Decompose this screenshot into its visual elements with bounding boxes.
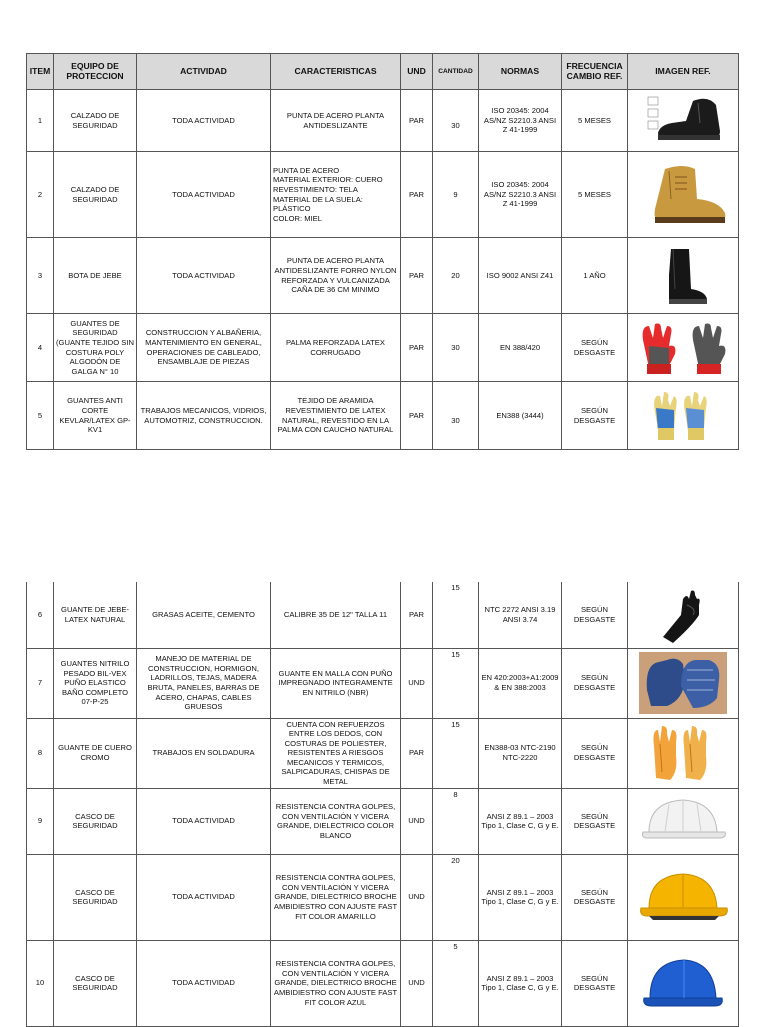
cell-item: 3 (27, 238, 54, 314)
cell-image (628, 314, 739, 382)
cell-image (628, 90, 739, 152)
honey-boot-image (635, 159, 731, 231)
cell-equipo: CASCO DE SEGURIDAD (54, 940, 137, 1026)
cell-frecuencia: SEGÚN DESGASTE (562, 854, 628, 940)
cell-normas: EN388 (3444) (479, 382, 562, 450)
cell-cantidad: 5 (433, 940, 479, 1026)
cell-cantidad: 15 (433, 718, 479, 788)
cell-item: 5 (27, 382, 54, 450)
cell-image (628, 648, 739, 718)
cell-frecuencia: SEGÚN DESGASTE (562, 314, 628, 382)
cell-actividad: TODA ACTIVIDAD (137, 854, 271, 940)
leather-gloves-image (648, 722, 718, 784)
cell-cantidad: 30 (433, 314, 479, 382)
cell-actividad: TODA ACTIVIDAD (137, 152, 271, 238)
cell-image (628, 238, 739, 314)
cell-equipo: GUANTES DE SEGURIDAD (GUANTE TEJIDO SIN COSTURA POLY ALGODÓN DE GALGA N° 10 (54, 314, 137, 382)
table-row (27, 382, 739, 450)
cell-normas: NTC 2272 ANSI 3.19 ANSI 3.74 (479, 582, 562, 648)
cell-normas: EN388-03 NTC-2190 NTC-2220 (479, 718, 562, 788)
cell-frecuencia: SEGÚN DESGASTE (562, 648, 628, 718)
cell-image (628, 382, 739, 450)
header-row (27, 54, 739, 90)
cell-und: PAR (401, 90, 433, 152)
cell-image (628, 940, 739, 1026)
cell-actividad: TODA ACTIVIDAD (137, 940, 271, 1026)
cell-und: PAR (401, 718, 433, 788)
cell-cantidad: 20 (433, 854, 479, 940)
header-equipo: EQUIPO DE PROTECCION (54, 54, 137, 90)
table-row (27, 718, 739, 788)
cell-frecuencia: SEGÚN DESGASTE (562, 582, 628, 648)
cell-equipo: CASCO DE SEGURIDAD (54, 788, 137, 854)
cell-actividad: TODA ACTIVIDAD (137, 788, 271, 854)
cell-caracteristicas: PUNTA DE ACERO PLANTA ANTIDESLIZANTE (271, 90, 401, 152)
cell-frecuencia: 5 MESES (562, 90, 628, 152)
cell-item: 1 (27, 90, 54, 152)
header-und: UND (401, 54, 433, 90)
cell-cantidad: 20 (433, 238, 479, 314)
cell-frecuencia: SEGÚN DESGASTE (562, 718, 628, 788)
cell-und: UND (401, 854, 433, 940)
ppe-table-page-1 (26, 53, 739, 450)
cell-image (628, 152, 739, 238)
cell-item: 9 (27, 788, 54, 854)
cell-und: PAR (401, 314, 433, 382)
cell-normas: ISO 9002 ANSI Z41 (479, 238, 562, 314)
cell-caracteristicas: PUNTA DE ACERO MATERIAL EXTERIOR: CUERO REVESTIMIENTO: TELA MATERIAL DE LA SUELA: PLÁSTICO COLOR: MIEL (271, 152, 401, 238)
cell-caracteristicas: RESISTENCIA CONTRA GOLPES, CON VENTILACIÓN Y VICERA GRANDE, DIELECTRICO COLOR BLANCO (271, 788, 401, 854)
rubber-boot-image (653, 245, 713, 307)
cell-und: PAR (401, 582, 433, 648)
cell-normas: ISO 20345: 2004 AS/NZ S2210.3 ANSI Z 41-1999 (479, 152, 562, 238)
nitrile-gloves-image (637, 650, 729, 716)
cell-cantidad: 15 (433, 648, 479, 718)
cell-item: 6 (27, 582, 54, 648)
header-actividad: ACTIVIDAD (137, 54, 271, 90)
cell-normas: EN 420:2003+A1:2009 & EN 388:2003 (479, 648, 562, 718)
header-item: ITEM (27, 54, 54, 90)
white-helmet-image (635, 792, 731, 850)
cell-normas: ISO 20345: 2004 AS/NZ S2210.3 ANSI Z 41-1999 (479, 90, 562, 152)
ppe-table-page-2 (26, 582, 739, 1027)
table-row (27, 582, 739, 648)
cell-actividad: TODA ACTIVIDAD (137, 90, 271, 152)
cell-caracteristicas: RESISTENCIA CONTRA GOLPES, CON VENTILACIÓN Y VICERA GRANDE, DIELECTRICO BROCHE AMBIDIESTRO CON AJUSTE FAST FIT COLOR AMARILLO (271, 854, 401, 940)
cell-item (27, 854, 54, 940)
cell-equipo: GUANTES ANTI CORTE KEVLAR/LATEX GP-KV1 (54, 382, 137, 450)
cell-und: PAR (401, 382, 433, 450)
table-row (27, 238, 739, 314)
cell-equipo: CASCO DE SEGURIDAD (54, 854, 137, 940)
cell-normas: ANSI Z 89.1 – 2003 Tipo 1, Clase C, G y E. (479, 788, 562, 854)
cell-actividad: TRABAJOS EN SOLDADURA (137, 718, 271, 788)
cell-image (628, 788, 739, 854)
cell-equipo: CALZADO DE SEGURIDAD (54, 152, 137, 238)
cell-und: UND (401, 940, 433, 1026)
cell-und: UND (401, 648, 433, 718)
cell-equipo: BOTA DE JEBE (54, 238, 137, 314)
cell-caracteristicas: PALMA REFORZADA LATEX CORRUGADO (271, 314, 401, 382)
cell-frecuencia: SEGÚN DESGASTE (562, 382, 628, 450)
cell-caracteristicas: PUNTA DE ACERO PLANTA ANTIDESLIZANTE FORRO NYLON REFORZADA Y VULCANIZADA CAÑA DE 36 CM MINIMO (271, 238, 401, 314)
blue-helmet-image (638, 948, 728, 1018)
cell-frecuencia: SEGÚN DESGASTE (562, 940, 628, 1026)
cell-actividad: TRABAJOS MECANICOS, VIDRIOS, AUTOMOTRIZ, CONSTRUCCION. (137, 382, 271, 450)
cell-frecuencia: SEGÚN DESGASTE (562, 788, 628, 854)
header-caracteristicas: CARACTERISTICAS (271, 54, 401, 90)
black-safety-boot-image (638, 93, 728, 149)
table-row (27, 648, 739, 718)
cell-actividad: MANEJO DE MATERIAL DE CONSTRUCCION, HORMIGON, LADRILLOS, TEJAS, MADERA BRUTA, PANELES, BARRAS DE ACERO, CHAPAS, CABLES GRUESOS (137, 648, 271, 718)
kevlar-gloves-image (648, 388, 718, 444)
cell-caracteristicas: GUANTE EN MALLA CON PUÑO IMPREGNADO INTEGRAMENTE EN NITRILO (NBR) (271, 648, 401, 718)
cell-cantidad: 15 (433, 582, 479, 648)
cell-und: PAR (401, 238, 433, 314)
cell-item: 8 (27, 718, 54, 788)
latex-gloves-image (633, 318, 733, 378)
cell-image (628, 718, 739, 788)
cell-cantidad: 30 (433, 90, 479, 152)
cell-item: 2 (27, 152, 54, 238)
cell-cantidad: 9 (433, 152, 479, 238)
cell-image (628, 854, 739, 940)
table-row (27, 788, 739, 854)
cell-item: 7 (27, 648, 54, 718)
cell-equipo: GUANTE DE CUERO CROMO (54, 718, 137, 788)
header-frecuencia: FRECUENCIA CAMBIO REF. (562, 54, 628, 90)
cell-image (628, 582, 739, 648)
cell-equipo: GUANTE DE JEBE-LATEX NATURAL (54, 582, 137, 648)
table-row (27, 314, 739, 382)
cell-und: UND (401, 788, 433, 854)
cell-cantidad: 30 (433, 382, 479, 450)
yellow-helmet-image (635, 866, 731, 928)
cell-actividad: CONSTRUCCION Y ALBAÑERIA, MANTENIMIENTO EN GENERAL, OPERACIONES DE CABLEADO, ENSAMBLAJE DE PIEZAS (137, 314, 271, 382)
cell-equipo: GUANTES NITRILO PESADO BIL-VEX PUÑO ELASTICO BAÑO COMPLETO 07-P-25 (54, 648, 137, 718)
table-row (27, 940, 739, 1026)
cell-caracteristicas: TEJIDO DE ARAMIDA REVESTIMIENTO DE LATEX NATURAL, REVESTIDO EN LA PALMA CON CAUCHO NATURAL (271, 382, 401, 450)
cell-item: 10 (27, 940, 54, 1026)
black-rubber-glove-image (653, 585, 713, 645)
cell-und: PAR (401, 152, 433, 238)
cell-equipo: CALZADO DE SEGURIDAD (54, 90, 137, 152)
cell-caracteristicas: RESISTENCIA CONTRA GOLPES, CON VENTILACIÓN Y VICERA GRANDE, DIELECTRICO BROCHE AMBIDIESTRO CON AJUSTE FAST FIT COLOR AZUL (271, 940, 401, 1026)
cell-caracteristicas: CUENTA CON REFUERZOS ENTRE LOS DEDOS, CON COSTURAS DE POLIESTER, RESISTENTES A RIESGOS MECANICOS Y TERMICOS, SALPICADURAS, CHISPAS DE METAL (271, 718, 401, 788)
cell-frecuencia: 5 MESES (562, 152, 628, 238)
table-row (27, 854, 739, 940)
cell-caracteristicas: CALIBRE 35 DE 12" TALLA 11 (271, 582, 401, 648)
cell-actividad: TODA ACTIVIDAD (137, 238, 271, 314)
cell-frecuencia: 1 AÑO (562, 238, 628, 314)
cell-normas: ANSI Z 89.1 – 2003 Tipo 1, Clase C, G y E. (479, 940, 562, 1026)
cell-cantidad: 8 (433, 788, 479, 854)
cell-normas: ANSI Z 89.1 – 2003 Tipo 1, Clase C, G y E. (479, 854, 562, 940)
header-normas: NORMAS (479, 54, 562, 90)
cell-actividad: GRASAS ACEITE, CEMENTO (137, 582, 271, 648)
table-row (27, 152, 739, 238)
header-imagen: IMAGEN REF. (628, 54, 739, 90)
cell-item: 4 (27, 314, 54, 382)
cell-normas: EN 388/420 (479, 314, 562, 382)
table-row (27, 90, 739, 152)
header-cantidad: CANTIDAD (433, 54, 479, 90)
